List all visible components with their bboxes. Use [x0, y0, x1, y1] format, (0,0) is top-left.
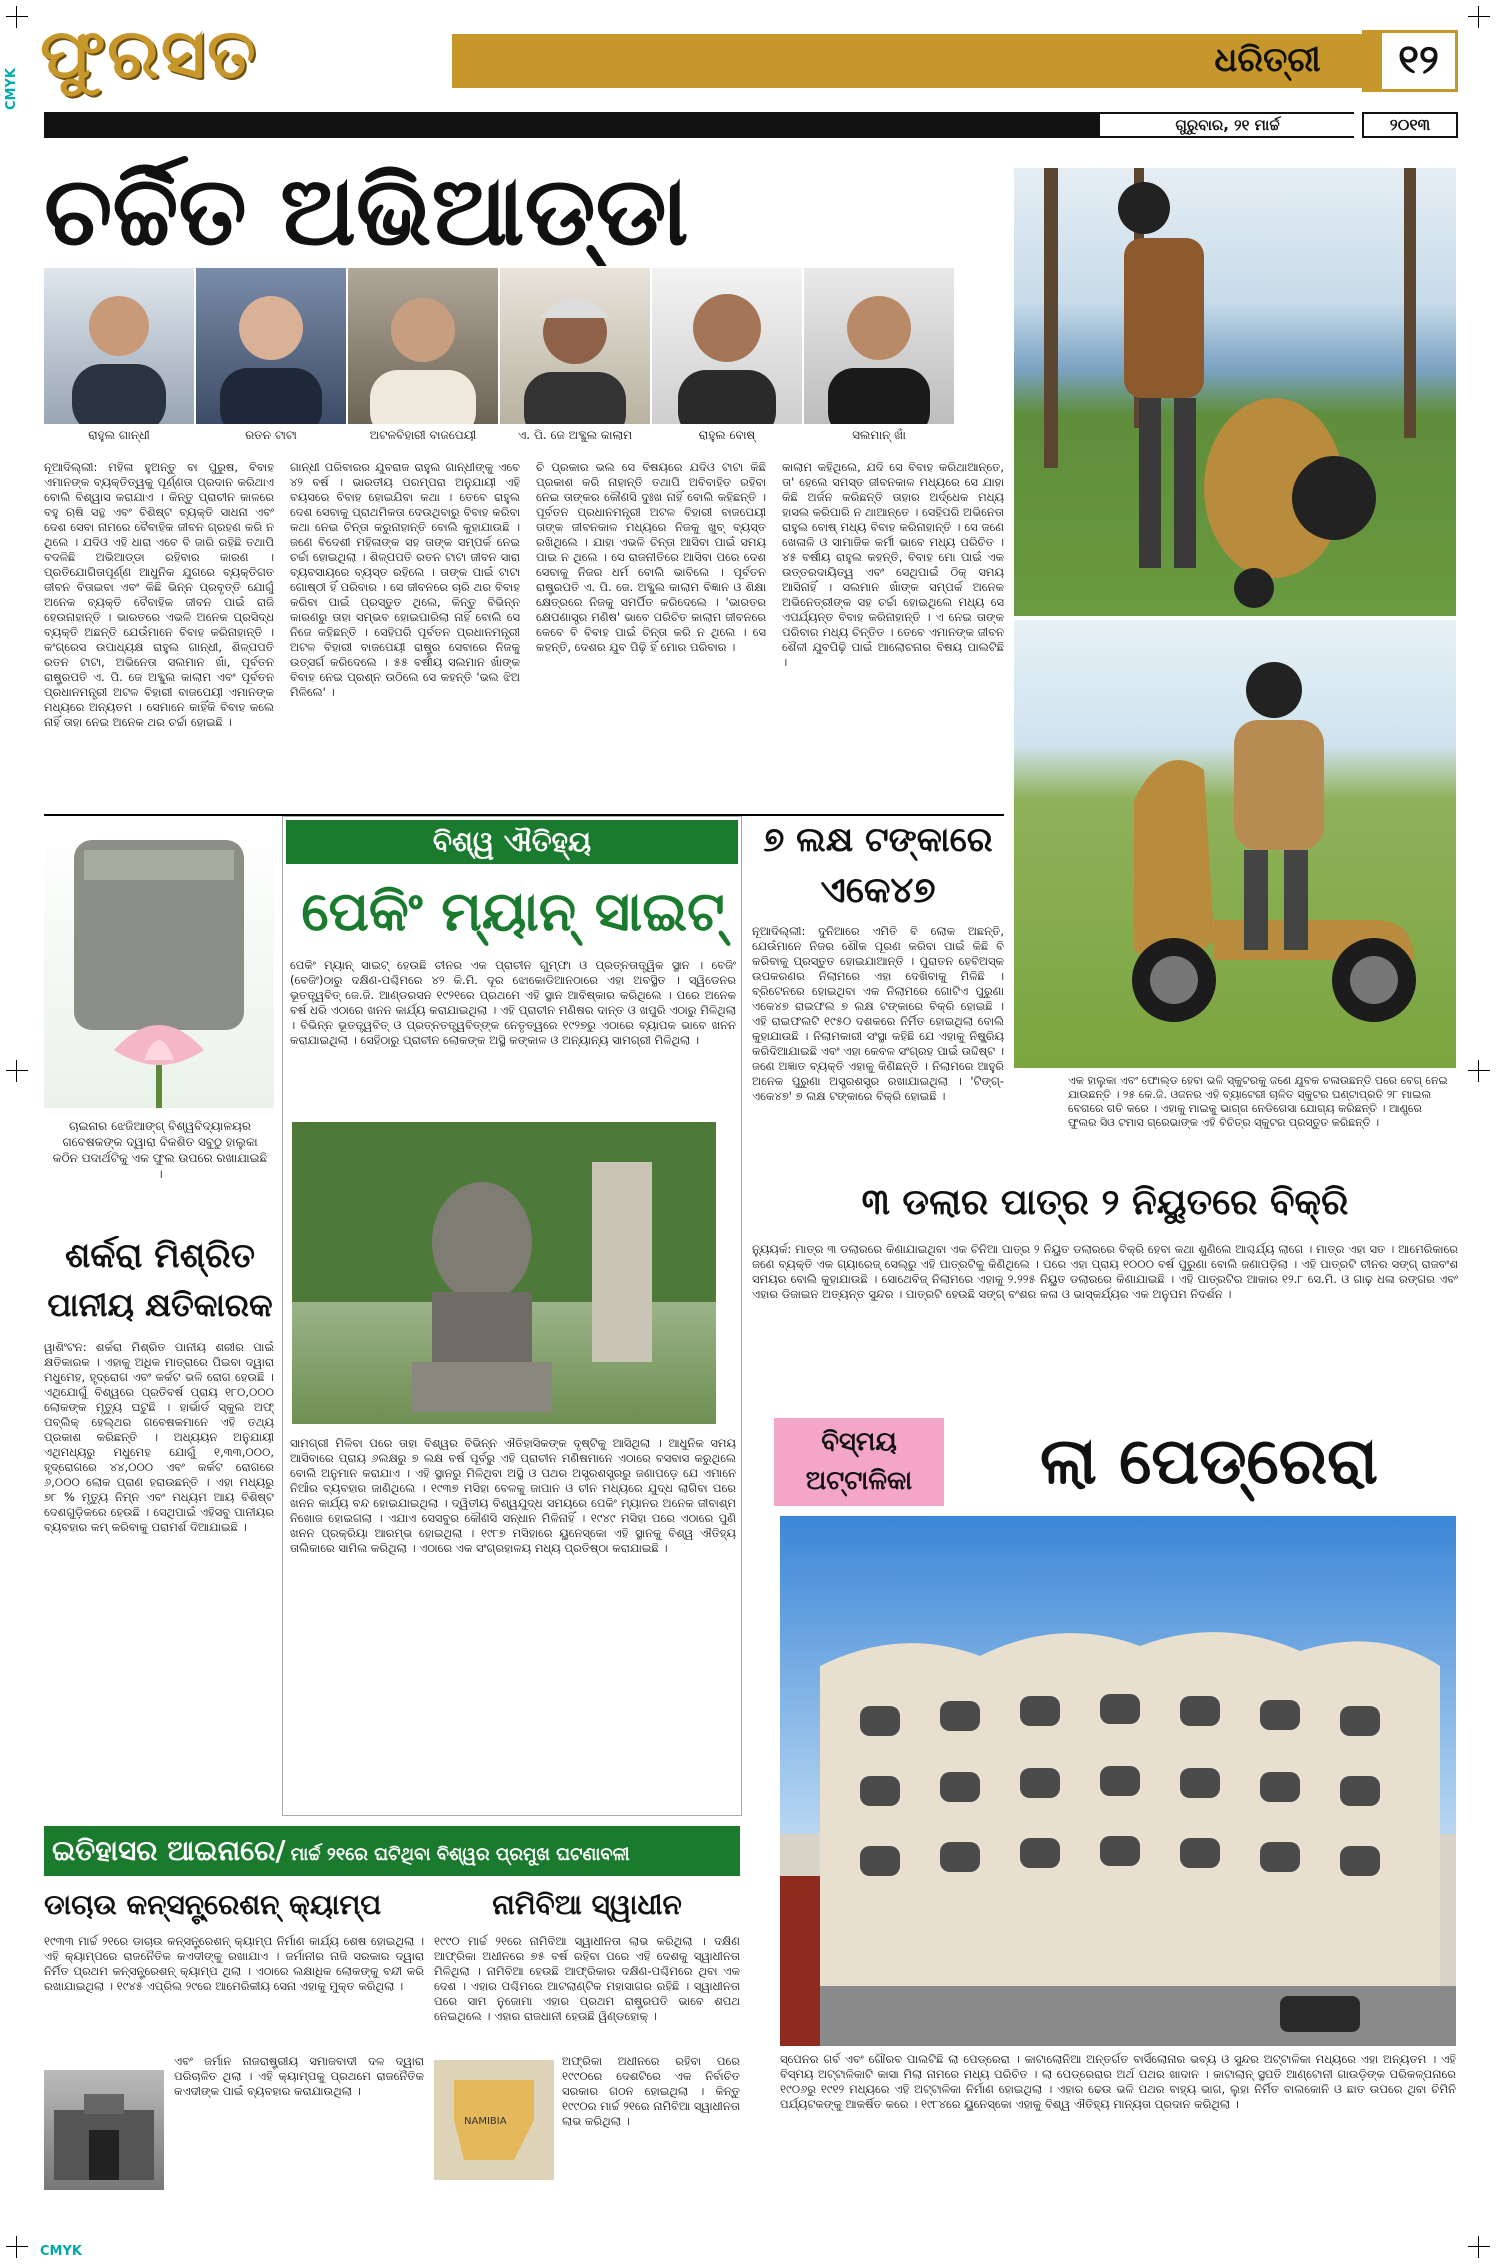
wonder-kicker-box — [774, 1418, 944, 1506]
wonder-kicker-2: ଅଟ୍ଟାଳିକା — [805, 1466, 913, 1496]
portrait-atal-bihari-vajpayee — [348, 268, 498, 424]
scooter-photo-1 — [1014, 168, 1456, 616]
lead-column-1: ନୂଆଦିଲ୍ଲୀ: ମହିଳା ହୁଅନ୍ତୁ ବା ପୁରୁଷ, ବିବାହ ଏମାନଙ୍କ ବ୍ୟକ୍ତିତ୍ୱକୁ ପୂର୍ଣ୍ଣତା ପ୍ରଦାନ କରିଥାଏ ବୋଲି ବିଶ୍ୱାସ କରାଯାଏ । କିନ୍ତୁ ପ୍ରାଚୀନ କାଳରେ ବହୁ ଋଷି ସନ୍ଥ ଏବଂ ବିଶିଷ୍ଟ ବ୍ୟକ୍ତି ସାଧନା ଏବଂ ଦେଶ ସେବା ନାମରେ ବୈବାହିକ ଜୀବନ ଗ୍ରହଣ କରି ନ ଥିଲେ । ଯଦିଓ ଏହି ଧାରା ଏବେ ବି ଜାରି ରହିଛି ତଥାପି ବଦଳିଛି ଅଭିଆଡ୍ଡା ରହିବାର କାରଣ । ପ୍ରତିଯୋଗିତାପୂର୍ଣ୍ଣ ଆଧୁନିକ ଯୁଗରେ ବ୍ୟକ୍ତିଗତ ଜୀବନ ବିତାଇବା ଏବଂ କିଛି ଭିନ୍ନ ପ୍ରବୃତ୍ତି ଯୋଗୁଁ ଅନେକ ବ୍ୟକ୍ତି ବୈବାହିକ ଜୀବନ ପାଇଁ ରାଜି ହେଉନାହାନ୍ତି । ଭାରତରେ ଏଭଳି ଅନେକ ପ୍ରସିଦ୍ଧ ବ୍ୟକ୍ତି ଅଛନ୍ତି ଯେଉଁମାନେ ବିବାହ କରିନାହାନ୍ତି । କଂଗ୍ରେସ ଉପାଧ୍ୟକ୍ଷ ରାହୁଲ ଗାନ୍ଧୀ, ଶିଳ୍ପପତି ରତନ ଟାଟା, ଅଭିନେତା ସଲମାନ ଖାଁ, ପୂର୍ବତନ ରାଷ୍ଟ୍ରପତି ଏ. ପି. ଜେ ଅବ୍ଦୁଲ କାଲାମ ଏବଂ ପୂର୍ବତନ ପ୍ରଧାନମନ୍ତ୍ରୀ ଅଟଳ ବିହାରୀ ବାଜପେୟୀ ଏମାନଙ୍କ ମଧ୍ୟରେ ଅନ୍ୟତମ । ସେମାନେ କାହିଁକି ବିବାହ କଲେ ନାହିଁ ତାହା ନେଇ ଅନେକ ଥର ଚର୍ଚ୍ଚା ହୋଇଛି । — [44, 460, 274, 729]
person-icon — [652, 268, 802, 424]
world-heritage-intro: ପେକିଂ ମ୍ୟାନ୍ ସାଇଟ୍ ହେଉଛି ଚୀନର ଏକ ପ୍ରାଚୀନ ଗୁମ୍ଫା ଓ ପ୍ରତ୍ନତାତ୍ତ୍ୱିକ ସ୍ଥାନ । ବେଜିଂ (ବେଜିଂ)ଠାରୁ ଦକ୍ଷିଣ-ପଶ୍ଚିମରେ ୪୨ କି.ମି. ଦୂର ଝୋକୋଡିଆନଠାରେ ଏହା ଅବସ୍ଥିତ । ସ୍ୱିଡେନର ଭୂତତ୍ତ୍ୱବିତ୍ ଜେ.ଜି. ଆଣ୍ଡରସନ ୧୯୨୧ରେ ପ୍ରଥମେ ଏହି ସ୍ଥାନ ଆବିଷ୍କାର କରିଥିଲେ । ପରେ ଅନେକ ବର୍ଷ ଧରି ଏଠାରେ ଖନନ କାର୍ଯ୍ୟ କରାଯାଇଥିଲା । ଏହି ପ୍ରାଚୀନ ମଣିଷର ଦାନ୍ତ ଓ ଖପୁରି ଏଠାରୁ ମିଳିଥିଲା । ବିଭିନ୍ନ ଭୂତତ୍ତ୍ୱବିତ୍ ଓ ପ୍ରତ୍ନତତ୍ତ୍ୱବିତ୍ଙ୍କ ନେତୃତ୍ୱରେ ୧୯୨୭ରୁ ଏଠାରେ ବ୍ୟାପକ ଭାବେ ଖନନ କରାଯାଇଥିଲା । ସେହିଠାରୁ ପ୍ରାଚୀନ ଲୋକଙ୍କ ଅସ୍ଥି କଙ୍କାଳ ଓ ଅନ୍ୟାନ୍ୟ ସାମଗ୍ରୀ ମିଳିଥିଲା । — [290, 958, 736, 1047]
page-number: ୧୨ — [1398, 37, 1439, 83]
crop-mark — [1468, 6, 1490, 28]
wonder-kicker-1: ବିସ୍ମୟ — [821, 1427, 897, 1457]
lotus-caption: ଚାଇନାର ଝେଜିଆଙ୍ଗ୍ ବିଶ୍ୱବିଦ୍ୟାଳୟର ଗବେଷକଙ୍କ ଦ୍ୱାରା ବିକଶିତ ସବୁଠୁ ହାଲୁକା କଠିନ ପଦାର୍ଥଟିକୁ ଏକ ଫୁଲ ଉପରେ ରଖାଯାଇଛି । — [52, 1119, 268, 1181]
wonder-body: ସ୍ପେନର ଗର୍ବ ଏବଂ ଗୌରବ ପାଲଟିଛି ଲା ପେଡ୍ରେରା । କାଟାଲୋନିଆ ଅନ୍ତର୍ଗତ ବାର୍ସିଲୋନାର ଭବ୍ୟ ଓ ସୁନ୍ଦର ଅଟ୍ଟାଳିକା ମଧ୍ୟରେ ଏହା ଅନ୍ୟତମ । ଏହି ବିସ୍ମୟ ଅଟ୍ଟାଳିକାଟି କାସା ମିଲା ନାମରେ ମଧ୍ୟ ପରିଚିତ । ଲା ପେଡ୍ରେରାର ଅର୍ଥ ପଥର ଖାଦାନ । କାଟାଲାନ୍ ସ୍ଥପତି ଆଣ୍ଟୋନୀ ଗାଉଡ଼ିଙ୍କ ପରିକଳ୍ପନାରେ ୧୯୦୬ରୁ ୧୯୧୨ ମଧ୍ୟରେ ଏହି ଅଟ୍ଟାଳିକା ନିର୍ମାଣ ହୋଇଥିଲା । ଏହାର ଢେଉ ଭଳି ପଥର ବାହ୍ୟ ଭାଗ, ଲୁହା ନିର୍ମିତ ବାଲକୋନି ଓ ଛାତ ଉପରେ ଥିବା ଚିମିନି ପର୍ଯ୍ୟଟକଙ୍କୁ ଆକର୍ଷିତ କରେ । ୧୯୮୪ରେ ୟୁନେସ୍କୋ ଏହାକୁ ବିଶ୍ୱ ଐତିହ୍ୟ ମାନ୍ୟତା ପ୍ରଦାନ କରିଥିଲା । — [780, 2052, 1456, 2111]
person-icon — [196, 268, 346, 424]
scooter-caption: ଏକ ହାଲୁକା ଏବଂ ଫୋଲ୍ଡ ହେବା ଭଳି ସ୍କୁଟରକୁ ଜଣେ ଯୁବକ ଚଳାଉଛନ୍ତି ପରେ ବେଗ୍ ନେଇ ଯାଉଛନ୍ତି । ୨୫ କେ.ଜି. ଓଜନର ଏହି ବ୍ୟାଟେରୀ ଚାଳିତ ସ୍କୁଟର ଘଣ୍ଟାପ୍ରତି ୨୮ ମାଇଲ ବେଗରେ ଗତି କରେ । ଏହାକୁ ମାଇକୁ ଭାଗ୍ଗ ନେଡିଗେସା ଯୋଗ୍ୟ କରିଛନ୍ତି । ଆଣ୍ଡ୍ରେ ଫୁଲର ସିଓ ଟମାସ ଗ୍ରେଭାଙ୍କ ଏହି ବିଚିତ୍ର ସ୍କୁଟର ପ୍ରସ୍ତୁତ କରିଛନ୍ତି । — [1068, 1074, 1448, 1129]
crop-mark — [6, 2236, 28, 2258]
caption-kalam: ଏ. ପି. ଜେ ଅବ୍ଦୁଲ କାଲାମ — [517, 428, 633, 442]
ak47-body: ନୂଆଦିଲ୍ଲୀ: ଦୁନିଆରେ ଏମିତି ବି ଲୋକ ଅଛନ୍ତି, ଯେଉଁମାନେ ନିଜର ଶୌକ ପୂରଣ କରିବା ପାଇଁ କିଛି ବି କରିବାକୁ ପ୍ରସ୍ତୁତ ହୋଇଯାଆନ୍ତି । ପୁରାତନ ହେବିଅସ୍କ ଉପକରଣର ନିଲାମରେ ଏହା ଦେଖିବାକୁ ମିଳିଛି । ବ୍ରିଟେନରେ ହୋଇଥିବା ଏକ ନିଲାମରେ ଗୋଟିଏ ପୁରୁଣା ଏକେ୪୭ ରାଇଫଲ ୭ ଲକ୍ଷ ଟଙ୍କାରେ ବିକ୍ରି ହୋଇଛି । ଏହି ରାଇଫଲଟି ୧୯୫୦ ଦଶକରେ ନିର୍ମିତ ହୋଇଥିଲା ବୋଲି କୁହାଯାଉଛି । ନିଲାମକାରୀ ସଂସ୍ଥା କହିଛି ଯେ ଏହାକୁ ନିଷ୍କ୍ରିୟ କରିଦିଆଯାଇଛି ଏବଂ ଏହା କେବଳ ସଂଗ୍ରହ ପାଇଁ ଉଦ୍ଦିଷ୍ଟ । ଜଣେ ଅଜ୍ଞାତ ବ୍ୟକ୍ତି ଏହାକୁ କିଣିଛନ୍ତି । ନିଲାମରେ ଆହୁରି ଅନେକ ପୁରୁଣା ଅସ୍ତ୍ରଶସ୍ତ୍ର ରଖାଯାଇଥିଲା । 'ଟିଙ୍ଗ୍-ଏକେ୪୭' ୭ ଲକ୍ଷ ଟଙ୍କାରେ ବିକ୍ରି ହୋଇଛି । — [752, 924, 1004, 1103]
aerogel-on-flower-illustration — [44, 820, 274, 1108]
cmyk-label-bottom: CMYK — [40, 2244, 82, 2259]
dachau-body-2: ଏବଂ ଜର୍ମାନ ନାଜରାଷ୍ଟ୍ରୀୟ ସମାଜବାଦୀ ଦଳ ଦ୍ୱାରା ପରିଚାଳିତ ଥିଲା । ଏହି କ୍ୟାମ୍ପକୁ ପ୍ରଥମେ ରାଜନୈତିକ କଏଦୀଙ୍କ ପାଇଁ ବ୍ୟବହାର କରାଯାଉଥିଲା । — [174, 2054, 424, 2098]
dachau-headline: ଡାଚାଉ କନ୍‌ସନ୍ଟ୍ରେଶନ୍ କ୍ୟାମ୍ପ — [44, 1888, 382, 1921]
world-heritage-headline: ପେକିଂ ମ୍ୟାନ୍ ସାଇଟ୍ — [301, 880, 725, 943]
pot-body: ନ୍ୟୁୟର୍କ: ମାତ୍ର ୩ ଡଲାରରେ କିଣାଯାଇଥିବା ଏକ ଚିନିଆ ପାତ୍ର ୨ ନିୟୁତ ଡଲାରରେ ବିକ୍ରି ହେବା କଥା ଶୁଣିଲେ ଆଶ୍ଚର୍ଯ୍ୟ ଲାଗେ । ମାତ୍ର ଏହା ସତ । ଆମେରିକାରେ ଜଣେ ବ୍ୟକ୍ତି ଏକ ଗ୍ୟାରେଜ୍ ସେଲ୍‌ରୁ ଏହି ପାତ୍ରଟିକୁ କିଣିଥିଲେ । ପରେ ଏହା ପ୍ରାୟ ୧୦୦୦ ବର୍ଷ ପୁରୁଣା ବୋଲି ଜଣାପଡ଼ିଲା । ଏହି ପାତ୍ରଟି ଚୀନର ସଙ୍ଗ୍ ରାଜବଂଶ ସମୟର ବୋଲି କୁହାଯାଉଛି । ସୋଥେବିଜ୍ ନିଲାମରେ ଏହାକୁ ୨.୨୨୫ ନିୟୁତ ଡଲାରରେ କିଣାଯାଇଛି । ଏହି ପାତ୍ରଟିର ଆକାର ୧୨.୮ ସେ.ମି. ଓ ଗାଢ଼ ଧଳା ରଙ୍ଗର ଏବଂ ଏହାର ଡିଜାଇନ ଅତ୍ୟନ୍ତ ସୁନ୍ଦର । ପାତ୍ରଟି ହେଉଛି ସଙ୍ଗ୍ ବଂଶର କଳା ଓ ଭାସ୍କର୍ଯ୍ୟର ଏକ ଅନୁପମ ନିଦର୍ଶନ । — [752, 1242, 1458, 1301]
dachau-body: ୧୯୩୩ ମାର୍ଚ୍ଚ ୨୧ରେ ଡାଚାଉ କନ୍‌ସନ୍ଟ୍ରେଶନ୍ କ୍ୟାମ୍ପ ନିର୍ମାଣ କାର୍ଯ୍ୟ ଶେଷ ହୋଇଥିଲା । ଏହି କ୍ୟାମ୍ପରେ ରାଜନୈତିକ କଏଦୀଙ୍କୁ ରଖାଯାଏ । ଜର୍ମାନୀର ନାଜି ସରକାର ଦ୍ୱାରା ନିର୍ମିତ ପ୍ରଥମ କନ୍‌ସନ୍ଟ୍ରେଶନ୍ କ୍ୟାମ୍ପ ଥିଲା । ଏଠାରେ ଲକ୍ଷାଧିକ ଲୋକଙ୍କୁ ବନ୍ଦୀ କରି ରଖାଯାଇଥିଲା । ୧୯୪୫ ଏପ୍ରିଲ ୨୯ରେ ଆମେରିକୀୟ ସେନା ଏହାକୁ ମୁକ୍ତ କରିଥିଲା । — [44, 1934, 424, 1993]
map-illustration — [434, 2060, 554, 2180]
dachau-photo — [44, 2070, 164, 2190]
camp-gate-illustration — [44, 2070, 164, 2190]
person-icon — [804, 268, 954, 424]
crop-mark — [1468, 2236, 1490, 2258]
man-with-folded-scooter-illustration — [1014, 168, 1456, 616]
sugar-headline-1: ଶର୍କରା ମିଶ୍ରିତ — [64, 1236, 256, 1276]
namibia-body: ୧୯୯୦ ମାର୍ଚ୍ଚ ୨୧ରେ ନାମିବିଆ ସ୍ୱାଧୀନତା ଲାଭ କରିଥିଲା । ଦକ୍ଷିଣ ଆଫ୍ରିକା ଅଧୀନରେ ୭୫ ବର୍ଷ ରହିବା ପରେ ଏହି ଦେଶକୁ ସ୍ୱାଧୀନତା ମିଳିଥିଲା । ନାମିବିଆ ହେଉଛି ଆଫ୍ରିକାର ଦକ୍ଷିଣ-ପଶ୍ଚିମରେ ଥିବା ଏକ ଦେଶ । ଏହାର ପଶ୍ଚିମରେ ଆଟଲାଣ୍ଟିକ ମହାସାଗର ରହିଛି । ସ୍ୱାଧୀନତା ପରେ ସାମ ନୁଜୋମା ଏହାର ପ୍ରଥମ ରାଷ୍ଟ୍ରପତି ଭାବେ ଶପଥ ନେଇଥିଲେ । ଏହାର ରାଜଧାନୀ ହେଉଛି ୱିଣ୍ଡହୋକ୍ । — [434, 1934, 740, 2023]
crop-mark — [1468, 1060, 1490, 1082]
namibia-body-2: ଅଫ୍ରିକା ଅଧୀନରେ ରହିବା ପରେ ୧୯୯୦ରେ ଦେଶଟିରେ ଏକ ନିର୍ବାଚିତ ସରକାର ଗଠନ ହୋଇଥିଲା । କିନ୍ତୁ ୧୯୯୦ର ମାର୍ଚ୍ଚ ୨୧ରେ ନାମିବିଆ ସ୍ୱାଧୀନତା ଲାଭ କରିଥିଲା । — [562, 2054, 740, 2128]
crop-mark — [6, 1060, 28, 1082]
wonder-headline: ଲା ପେଡ୍ରେରା — [1040, 1425, 1378, 1499]
ak47-headline-2: ଏକେ୪୭ — [820, 870, 936, 911]
sugar-body: ୱାଶିଂଟନ: ଶର୍କରା ମିଶ୍ରିତ ପାନୀୟ ଶରୀର ପାଇଁ କ୍ଷତିକାରକ । ଏହାକୁ ଅଧିକ ମାତ୍ରାରେ ପିଇବା ଦ୍ୱାରା ମଧୁମେହ, ହୃଦ୍ରୋଗ ଏବଂ କର୍କଟ ଭଳି ରୋଗ ହେଉଛି । ଏଥିଯୋଗୁଁ ବିଶ୍ୱରେ ପ୍ରତିବର୍ଷ ପ୍ରାୟ ୧୮୦,୦୦୦ ଲୋକଙ୍କ ମୃତ୍ୟୁ ଘଟୁଛି । ହାର୍ଭାର୍ଡ ସ୍କୁଲ ଅଫ୍ ପବ୍ଲିକ୍ ହେଲ୍ଥର ଗବେଷକମାନେ ଏହି ତଥ୍ୟ ପ୍ରକାଶ କରିଛନ୍ତି । ଅଧ୍ୟୟନ ଅନୁଯାୟୀ ଏଥିମଧ୍ୟରୁ ମଧୁମେହ ଯୋଗୁଁ ୧,୩୩,୦୦୦, ହୃଦ୍ରୋଗରେ ୪୪,୦୦୦ ଏବଂ କର୍କଟ ରୋଗରେ ୬,୦୦୦ ଲୋକ ପ୍ରାଣ ହରାଉଛନ୍ତି । ଏହା ମଧ୍ୟରୁ ୭୮ % ମୃତ୍ୟୁ ନିମ୍ନ ଏବଂ ମଧ୍ୟମ ଆୟ ବିଶିଷ୍ଟ ଦେଶଗୁଡ଼ିକରେ ହେଉଛି । ସେଥିପାଇଁ ଏହିସବୁ ପାନୀୟର ବ୍ୟବହାର କମ୍ କରିବାକୁ ପରାମର୍ଶ ଦିଆଯାଇଛି । — [44, 1340, 274, 1534]
paper-name: ଧରିତ୍ରୀ — [1214, 40, 1321, 80]
lead-column-2: ଗାନ୍ଧୀ ପରିବାରର ଯୁବରାଜ ରାହୁଲ ଗାନ୍ଧୀଙ୍କୁ ଏବେ ୪୨ ବର୍ଷ । ଭାରତୀୟ ପରମ୍ପରା ଅନୁଯାୟୀ ଏହି ବୟସରେ ବିବାହ ହୋଇଯିବା କଥା । ତେବେ ରାହୁଲ ଦେଶ ସେବାକୁ ପ୍ରାଥମିକତା ଦେଉଥିବାରୁ ବିବାହ କରିବା କଥା ନେଇ ଚିନ୍ତା କରୁନାହାନ୍ତି ବୋଲି କୁହାଯାଉଛି । ଜଣେ ବିଦେଶୀ ମହିଳାଙ୍କ ସହ ତାଙ୍କ ସମ୍ପର୍କ ନେଇ ଚର୍ଚ୍ଚା ହୋଇଥିଲା । ଶିଳ୍ପପତି ରତନ ଟାଟା ଜୀବନ ସାରା ବ୍ୟବସାୟରେ ବ୍ୟସ୍ତ ରହିଲେ । ତାଙ୍କ ପାଇଁ ଟାଟା ଗୋଷ୍ଠୀ ହିଁ ପରିବାର । ସେ ଜୀବନରେ ଚାରି ଥର ବିବାହ କରିବା ପାଇଁ ପ୍ରସ୍ତୁତ ଥିଲେ, କିନ୍ତୁ ବିଭିନ୍ନ କାରଣରୁ ତାହା ସମ୍ଭବ ହୋଇପାରିଲା ନାହିଁ ବୋଲି ସେ ନିଜେ କହିଛନ୍ତି । ସେହିପରି ପୂର୍ବତନ ପ୍ରଧାନମନ୍ତ୍ରୀ ଅଟଳ ବିହାରୀ ବାଜପେୟୀ ରାଷ୍ଟ୍ର ସେବାରେ ନିଜକୁ ଉତ୍ସର୍ଗ କରିଦେଲେ । ୫୫ ବର୍ଷୀୟ ସଲମାନ ଖାଁଙ୍କ ବିବାହ ନେଇ ପ୍ରଶ୍ନ ଉଠିଲେ ସେ କହନ୍ତି 'ଭଲ ଝିଅ ମିଳିଲେ' । — [290, 460, 520, 699]
pot-headline: ୩ ଡଲାର ପାତ୍ର ୨ ନିୟୁତରେ ବିକ୍ରି — [861, 1182, 1349, 1223]
portrait-salman-khan — [804, 268, 954, 424]
year: ୨୦୧୩ — [1362, 112, 1458, 138]
caption-vajpayee: ଅଟଳବିହାରୀ ବାଜପେୟୀ — [369, 428, 477, 442]
lead-column-3: ଚି ପ୍ରକାର ଭଲ ସେ ବିଷୟରେ ଯଦିଓ ଟାଟା କିଛି ପ୍ରକାଶ କରି ନାହାନ୍ତି ତଥାପି ଅବିବାହିତ ରହିବା ନେଇ ତାଙ୍କର କୌଣସି ଦୁଃଖ ନାହିଁ ବୋଲି କହିଛନ୍ତି । ପୂର୍ବତନ ପ୍ରଧାନମନ୍ତ୍ରୀ ଅଟଳ ବିହାରୀ ବାଜପେୟୀ ତାଙ୍କ ଜୀବନକାଳ ମଧ୍ୟରେ ନିଜକୁ ଖୁବ୍ ବ୍ୟସ୍ତ ରଖିଥିଲେ । ଯାହା ଏଭଳି ଚିନ୍ତା ଆସିବା ପାଇଁ ସମୟ ପାଇ ନ ଥିଲେ । ସେ ରାଜନୀତିରେ ଆସିବା ପରେ ଦେଶ ସେବାକୁ ନିଜର ଧର୍ମ ବୋଲି ଭାବିଲେ । ପୂର୍ବତନ ରାଷ୍ଟ୍ରପତି ଏ. ପି. ଜେ. ଅବ୍ଦୁଲ କାଲାମ ବିଜ୍ଞାନ ଓ ଶିକ୍ଷା କ୍ଷେତ୍ରରେ ନିଜକୁ ସମର୍ପିତ କରିଦେଲେ । 'ଭାରତର କ୍ଷେପଣାସ୍ତ୍ର ମଣିଷ' ଭାବେ ପରିଚିତ କାଲାମ ଜୀବନରେ କେବେ ବି ବିବାହ ପାଇଁ ଚିନ୍ତା କରି ନ ଥିଲେ । ସେ କହନ୍ତି, ଦେଶର ଯୁବ ପିଢ଼ି ହିଁ ମୋର ପରିବାର । — [536, 460, 766, 654]
lead-headline: ଚର୍ଚ୍ଚିତ ଅଭିଆଡ୍ଡା — [44, 156, 689, 266]
dateline: ଗୁରୁବାର, ୨୧ ମାର୍ଚ୍ଚ — [1100, 114, 1355, 136]
portrait-rahul-gandhi — [44, 268, 194, 424]
peking-man-photo — [292, 1122, 716, 1424]
caption-ratan-tata: ରତନ ଟାଟା — [245, 428, 297, 442]
ak47-headline-1: ୭ ଲକ୍ଷ ଟଙ୍କାରେ — [763, 820, 993, 860]
namibia-headline: ନାମିବିଆ ସ୍ୱାଧୀନ — [492, 1888, 682, 1921]
man-riding-scooter-illustration — [1014, 620, 1456, 1068]
lead-column-4: କାଲାମ କହିଥିଲେ, ଯଦି ସେ ବିବାହ କରିଥାଆନ୍ତେ, ତା' ହେଲେ ସମସ୍ତ ଜୀବନକାଳ ମଧ୍ୟରେ ସେ ଯାହା କିଛି ଅର୍ଜନ କରିଛନ୍ତି ତାହାର ଅର୍ଦ୍ଧେକ ମଧ୍ୟ ହାସଲ କରିପାରି ନ ଥାଆନ୍ତେ । ସେହିପରି ଅଭିନେତା ରାହୁଲ ବୋଷ୍ ମଧ୍ୟ ବିବାହ କରିନାହାନ୍ତି । ସେ ଜଣେ ଖେଳାଳି ଓ ସାମାଜିକ କର୍ମୀ ଭାବେ ମଧ୍ୟ ପରିଚିତ । ୪୫ ବର୍ଷୀୟ ରାହୁଲ କହନ୍ତି, ବିବାହ ମୋ ପାଇଁ ଏକ ଉତ୍ତରଦାୟିତ୍ୱ ଏବଂ ସେଥିପାଇଁ ଠିକ୍ ସମୟ ଆସିନାହିଁ । ସଲମାନ ଖାଁଙ୍କ ସମ୍ପର୍କ ଅନେକ ଅଭିନେତ୍ରୀଙ୍କ ସହ ଚର୍ଚ୍ଚା ହୋଇଥିଲେ ମଧ୍ୟ ସେ ଏପର୍ଯ୍ୟନ୍ତ ବିବାହ କରିନାହାନ୍ତି । ଏ ନେଇ ତାଙ୍କ ପରିବାର ମଧ୍ୟ ଚିନ୍ତିତ । ତେବେ ଏମାନଙ୍କ ଜୀବନ ଶୈଳୀ ଯୁବପିଢ଼ି ପାଇଁ ଆଲୋଚନାର ବିଷୟ ପାଲଟିଛି । — [782, 460, 1004, 669]
portrait-row — [44, 268, 1004, 426]
world-heritage-kicker-band: ବିଶ୍ୱ ଐତିହ୍ୟ — [286, 820, 738, 864]
crop-mark — [6, 6, 28, 28]
section-title: ଫୁରସତ — [40, 14, 258, 94]
page-number-box — [1362, 30, 1458, 92]
portrait-rahul-bose — [652, 268, 802, 424]
history-banner-sub: ମାର୍ଚ୍ଚ ୨୧ରେ ଘଟିଥିବା ବିଶ୍ୱର ପ୍ରମୁଖ ଘଟଣାବଳୀ — [290, 1844, 630, 1865]
caption-salman-khan: ସଲମାନ୍ ଖାଁ — [852, 428, 906, 442]
history-banner — [44, 1826, 740, 1876]
caption-rahul-gandhi: ରାହୁଲ ଗାନ୍ଧୀ — [88, 428, 150, 442]
person-icon — [44, 268, 194, 424]
person-icon — [348, 268, 498, 424]
la-pedrera-photo — [780, 1516, 1456, 2046]
peking-man-bust-illustration — [292, 1122, 716, 1424]
person-icon — [500, 268, 650, 424]
la-pedrera-building-illustration — [780, 1516, 1456, 2046]
portrait-apj-abdul-kalam — [500, 268, 650, 424]
scooter-photo-2 — [1014, 620, 1456, 1068]
map-label: NAMIBIA — [464, 2116, 507, 2127]
caption-rahul-bose: ରାହୁଲ ବୋଷ୍ — [698, 428, 756, 442]
lotus-photo — [44, 820, 274, 1108]
portrait-captions — [44, 428, 1004, 444]
history-banner-main: ଇତିହାସର ଆଇନାରେ/ — [52, 1834, 286, 1867]
sugar-headline-2: ପାନୀୟ କ୍ଷତିକାରକ — [47, 1286, 273, 1324]
portrait-ratan-tata — [196, 268, 346, 424]
cmyk-label: CMYK — [4, 68, 19, 110]
world-heritage-body: ସାମଗ୍ରୀ ମିଳିବା ପରେ ତାହା ବିଶ୍ୱର ବିଭିନ୍ନ ଐତିହାସିକଙ୍କ ଦୃଷ୍ଟିକୁ ଆସିଥିଲା । ଆଧୁନିକ ସମୟ ଆସିବାରେ ପ୍ରାୟ ୬ଲକ୍ଷରୁ ୭ ଲକ୍ଷ ବର୍ଷ ପୂର୍ବରୁ ଏହି ପ୍ରାଚୀନ ମଣିଷମାନେ ଏଠାରେ ବସବାସ କରୁଥିଲେ ବୋଲି ଅନୁମାନ କରାଯାଏ । ଏହି ସ୍ଥାନରୁ ମିଳିଥିବା ଅସ୍ଥି ଓ ପଥର ଅସ୍ତ୍ରଶସ୍ତ୍ରରୁ ଜଣାପଡ଼େ ଯେ ଏମାନେ ନିଆଁର ବ୍ୟବହାର ଜାଣିଥିଲେ । ୧୯୩୭ ମସିହା ବେଳକୁ ଜାପାନ ଓ ଚୀନ ମଧ୍ୟରେ ଯୁଦ୍ଧ ଲାଗିବା ପରେ ଖନନ କାର୍ଯ୍ୟ ବନ୍ଦ ହୋଇଯାଇଥିଲା । ଦ୍ୱିତୀୟ ବିଶ୍ୱଯୁଦ୍ଧ ସମୟରେ ପେକିଂ ମ୍ୟାନର ଅନେକ ଜୀବାଶ୍ମ ନିଖୋଜ ହୋଇଗଲା । ଏଯାଏ ସେସବୁର କୌଣସି ସନ୍ଧାନ ମିଳିନାହିଁ । ୧୯୪୯ ମସିହା ପରେ ଏଠାରେ ପୁଣି ଖନନ ପ୍ରକ୍ରିୟା ଆରମ୍ଭ ହୋଇଥିଲା । ୧୯୮୭ ମସିହାରେ ୟୁନେସ୍କୋ ଏହି ସ୍ଥାନକୁ ବିଶ୍ୱ ଐତିହ୍ୟ ତାଲିକାରେ ସାମିଲ କରିଥିଲା । ଏଠାରେ ଏକ ସଂଗ୍ରହାଳୟ ମଧ୍ୟ ପ୍ରତିଷ୍ଠା କରାଯାଇଛି । — [290, 1436, 736, 1555]
namibia-map — [434, 2060, 554, 2180]
